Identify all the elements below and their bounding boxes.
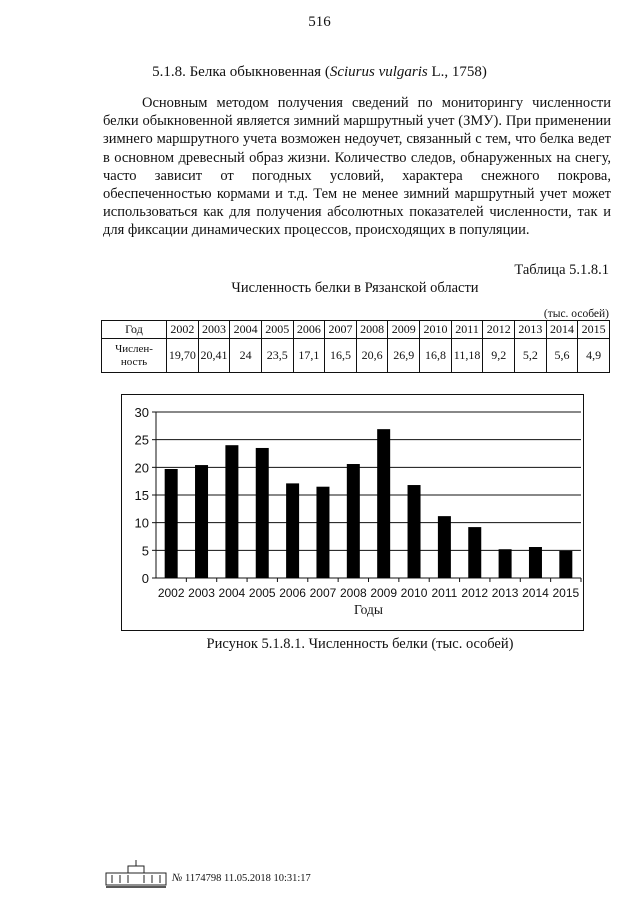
table-title: Численность белки в Рязанской области — [231, 280, 479, 296]
value-cell: 23,5 — [261, 339, 293, 373]
year-cell: 2002 — [167, 321, 199, 339]
value-cell: 16,5 — [325, 339, 357, 373]
value-cell: 4,9 — [578, 339, 610, 373]
value-cell: 11,18 — [451, 339, 483, 373]
value-cell: 20,41 — [198, 339, 230, 373]
bar — [316, 487, 329, 578]
y-tick-label: 0 — [141, 571, 149, 586]
year-cell: 2005 — [261, 321, 293, 339]
building-logo-icon — [104, 859, 168, 889]
table-label: Таблица 5.1.8.1 — [514, 262, 609, 278]
section-title — [0, 64, 639, 81]
year-cell: 2007 — [325, 321, 357, 339]
y-tick-label: 15 — [134, 488, 149, 503]
y-tick-label: 20 — [134, 460, 149, 476]
x-tick-label: 2011 — [431, 586, 458, 600]
year-cell: 2006 — [293, 321, 325, 339]
value-cell: 26,9 — [388, 339, 420, 373]
x-tick-label: 2015 — [552, 586, 580, 600]
value-cell: 9,2 — [483, 339, 515, 373]
bar — [165, 469, 178, 578]
number-sign: № — [172, 872, 183, 884]
x-tick-label: 2005 — [248, 586, 276, 600]
x-tick-label: 2004 — [218, 586, 246, 600]
section-title-latin: Sciurus vulgaris — [329, 64, 428, 80]
bar — [256, 448, 269, 578]
data-table — [101, 320, 610, 373]
document-id — [172, 872, 311, 884]
bar — [377, 429, 390, 578]
year-cell: 2010 — [420, 321, 452, 339]
section-title-suffix: L., 1758) — [427, 64, 487, 80]
bar — [225, 445, 238, 578]
page-number: 516 — [308, 14, 331, 30]
bar — [347, 464, 360, 578]
bar-chart — [121, 394, 584, 631]
value-cell: 5,6 — [546, 339, 578, 373]
value-cell: 16,8 — [420, 339, 452, 373]
year-cell: 2003 — [198, 321, 230, 339]
x-tick-label: 2009 — [370, 586, 398, 600]
bar — [468, 527, 481, 578]
year-cell: 2009 — [388, 321, 420, 339]
x-tick-label: 2002 — [157, 586, 185, 600]
chart-svg — [122, 395, 585, 632]
year-header: Год — [102, 321, 167, 339]
year-cell: 2013 — [515, 321, 547, 339]
bar — [499, 549, 512, 578]
year-row — [102, 321, 610, 339]
figure-caption: Рисунок 5.1.8.1. Численность белки (тыс. особей) — [206, 636, 514, 652]
x-tick-label: 2007 — [309, 586, 337, 600]
table-units: (тыс. особей) — [543, 308, 609, 320]
value-header: Числен-ность — [102, 339, 167, 373]
year-cell: 2004 — [230, 321, 262, 339]
y-tick-label: 30 — [134, 405, 149, 420]
x-tick-label: 2006 — [279, 586, 306, 600]
x-tick-label: 2003 — [188, 586, 215, 600]
year-cell: 2012 — [483, 321, 515, 339]
x-tick-label: 2014 — [522, 586, 549, 600]
body-paragraph: Основным методом получения сведений по мониторингу численности белки обыкновенной является зимний маршрутный учет (ЗМУ). При применении зимнего маршрутного учета возможен недоучет, связанный с тем, что белка ведет в основном древесный образ жизни. Количество следов, обнаруженных на снегу, часто зависит от погодных условий, характера снежного покрова, обеспеченностью кормами и т.д. Тем не менее зимний маршрутный учет может использоваться как для получения абсолютных показателей численности, так и для фиксации динамических процессов, происходящих в популяции. — [103, 95, 611, 239]
x-axis-title: Годы — [354, 602, 383, 617]
y-tick-label: 10 — [134, 515, 149, 531]
document-id-text: 1174798 11.05.2018 10:31:17 — [182, 873, 311, 884]
x-tick-label: 2013 — [491, 586, 519, 600]
section-title-prefix: 5.1.8. Белка обыкновенная ( — [152, 64, 330, 80]
value-cell: 19,70 — [167, 339, 199, 373]
x-tick-label: 2008 — [339, 586, 367, 600]
year-cell: 2014 — [546, 321, 578, 339]
x-tick-label: 2010 — [400, 586, 428, 600]
bar — [195, 465, 208, 578]
y-tick-label: 25 — [134, 432, 149, 448]
year-cell: 2008 — [356, 321, 388, 339]
value-cell: 17,1 — [293, 339, 325, 373]
value-cell: 5,2 — [515, 339, 547, 373]
value-cell: 20,6 — [356, 339, 388, 373]
bar — [559, 551, 572, 578]
value-row — [102, 339, 610, 373]
y-tick-label: 5 — [141, 543, 149, 559]
value-cell: 24 — [230, 339, 262, 373]
year-cell: 2015 — [578, 321, 610, 339]
bar — [438, 516, 451, 578]
bar — [529, 547, 542, 578]
x-tick-label: 2012 — [461, 586, 489, 600]
year-cell: 2011 — [451, 321, 483, 339]
bar — [408, 485, 421, 578]
bar — [286, 483, 299, 578]
